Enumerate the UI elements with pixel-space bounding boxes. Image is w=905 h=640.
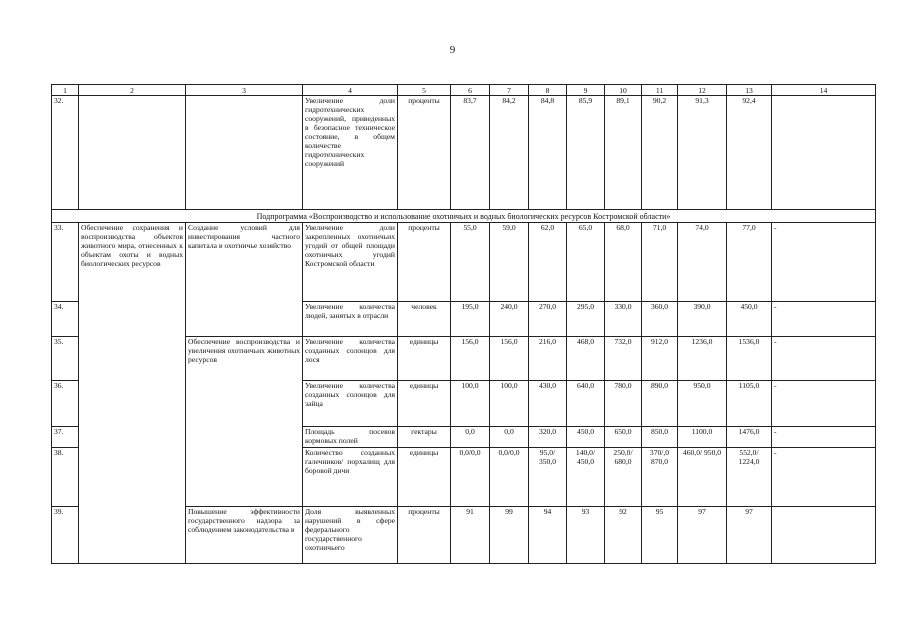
table-row: [52, 427, 876, 448]
subprogram-title: Подпрограмма «Воспроизводство и использование охотничьих и водных биологических ресурсов Костромской области»: [52, 210, 876, 223]
header-row: [52, 85, 876, 96]
value-cell: 95,0/ 350,0: [529, 448, 567, 507]
indicator-cell: Увеличение количества созданных солонцов для зайца: [303, 381, 398, 427]
goal-cell: [79, 427, 186, 448]
value-cell: 95: [642, 507, 678, 564]
row-number: 35.: [52, 337, 79, 381]
unit-cell: проценты: [398, 96, 451, 210]
header-cell: 3: [186, 85, 303, 96]
table-row: [52, 96, 876, 210]
value-cell: 330,0: [605, 302, 642, 337]
unit-cell: единицы: [398, 337, 451, 381]
table-row: [52, 302, 876, 337]
header-cell: 1: [52, 85, 79, 96]
value-cell: 59,0: [490, 223, 529, 302]
table-row: [52, 223, 876, 302]
note-cell: -: [772, 223, 876, 302]
value-cell: 640,0: [567, 381, 605, 427]
value-cell: 68,0: [605, 223, 642, 302]
indicator-cell: Площадь посевов кормовых полей: [303, 427, 398, 448]
value-cell: 0,0/0,0: [451, 448, 490, 507]
value-cell: 430,0: [529, 381, 567, 427]
header-cell: 13: [727, 85, 772, 96]
value-cell: 156,0: [490, 337, 529, 381]
value-cell: 0,0: [490, 427, 529, 448]
value-cell: 90,2: [642, 96, 678, 210]
value-cell: 912,0: [642, 337, 678, 381]
indicator-cell: Доля выявленных нарушений в сфере федерального государственного охотничьего: [303, 507, 398, 564]
task-cell: [186, 302, 303, 337]
value-cell: 74,0: [678, 223, 727, 302]
note-cell: -: [772, 302, 876, 337]
unit-cell: человек: [398, 302, 451, 337]
value-cell: 240,0: [490, 302, 529, 337]
table-row: [52, 381, 876, 427]
value-cell: 84,2: [490, 96, 529, 210]
note-cell: -: [772, 337, 876, 381]
goal-cell: [79, 337, 186, 381]
value-cell: 460,0/ 950,0: [678, 448, 727, 507]
header-cell: 4: [303, 85, 398, 96]
value-cell: 320,0: [529, 427, 567, 448]
value-cell: 65,0: [567, 223, 605, 302]
value-cell: 1536,0: [727, 337, 772, 381]
table-row: [52, 337, 876, 381]
row-number: 36.: [52, 381, 79, 427]
task-cell: Повышение эффективности государственного надзора за соблюдением законодательства в: [186, 507, 303, 564]
value-cell: 94: [529, 507, 567, 564]
task-cell: Создание условий для инвестирования частного капитала в охотничье хозяйство: [186, 223, 303, 302]
value-cell: 1476,0: [727, 427, 772, 448]
value-cell: 850,0: [642, 427, 678, 448]
value-cell: 780,0: [605, 381, 642, 427]
indicator-cell: Увеличение количества созданных солонцов для лося: [303, 337, 398, 381]
value-cell: 91,3: [678, 96, 727, 210]
value-cell: 97: [678, 507, 727, 564]
goal-cell: [79, 381, 186, 427]
value-cell: 55,0: [451, 223, 490, 302]
task-cell: [186, 427, 303, 448]
goal-cell: Обеспечение сохранения и воспроизводства объектов животного мира, отнесенных к объектам охоты и водных биологических ресурсов: [79, 223, 186, 302]
row-number: 33.: [52, 223, 79, 302]
value-cell: 71,0: [642, 223, 678, 302]
value-cell: 732,0: [605, 337, 642, 381]
indicators-table: [51, 84, 876, 564]
header-cell: 2: [79, 85, 186, 96]
note-cell: -: [772, 448, 876, 507]
header-cell: 10: [605, 85, 642, 96]
value-cell: 1236,0: [678, 337, 727, 381]
value-cell: 85,9: [567, 96, 605, 210]
value-cell: 100,0: [490, 381, 529, 427]
unit-cell: единицы: [398, 381, 451, 427]
table-row: [52, 507, 876, 564]
unit-cell: проценты: [398, 223, 451, 302]
task-cell: [186, 96, 303, 210]
value-cell: 360,0: [642, 302, 678, 337]
header-cell: 5: [398, 85, 451, 96]
indicator-cell: Увеличение количества людей, занятых в отрасли: [303, 302, 398, 337]
value-cell: 77,0: [727, 223, 772, 302]
value-cell: 93: [567, 507, 605, 564]
value-cell: 250,0/ 680,0: [605, 448, 642, 507]
row-number: 38.: [52, 448, 79, 507]
value-cell: 1105,0: [727, 381, 772, 427]
row-number: 37.: [52, 427, 79, 448]
value-cell: 140,0/ 450,0: [567, 448, 605, 507]
unit-cell: гектары: [398, 427, 451, 448]
value-cell: 0,0: [451, 427, 490, 448]
value-cell: 450,0: [567, 427, 605, 448]
task-cell: [186, 448, 303, 507]
value-cell: 890,0: [642, 381, 678, 427]
value-cell: 650,0: [605, 427, 642, 448]
value-cell: 62,0: [529, 223, 567, 302]
value-cell: 195,0: [451, 302, 490, 337]
header-cell: 7: [490, 85, 529, 96]
goal-cell: [79, 302, 186, 337]
unit-cell: проценты: [398, 507, 451, 564]
value-cell: 950,0: [678, 381, 727, 427]
page-number: 9: [449, 44, 456, 56]
value-cell: 370/,0 870,0: [642, 448, 678, 507]
note-cell: [772, 96, 876, 210]
subprogram-row: [52, 210, 876, 223]
header-cell: 11: [642, 85, 678, 96]
header-cell: 6: [451, 85, 490, 96]
value-cell: 92: [605, 507, 642, 564]
unit-cell: единицы: [398, 448, 451, 507]
value-cell: 390,0: [678, 302, 727, 337]
value-cell: 97: [727, 507, 772, 564]
row-number: 39.: [52, 507, 79, 564]
indicator-cell: Увеличение доли гидротехнических сооружений, приведенных в безопасное техническое состояние, в общем количестве гидротехнических сооружений: [303, 96, 398, 210]
note-cell: [772, 507, 876, 564]
value-cell: 450,0: [727, 302, 772, 337]
table-row: [52, 448, 876, 507]
value-cell: 89,1: [605, 96, 642, 210]
value-cell: 84,8: [529, 96, 567, 210]
indicator-cell: Количество созданных галечников/ порхалищ для боровой дичи: [303, 448, 398, 507]
task-cell: [186, 381, 303, 427]
value-cell: 99: [490, 507, 529, 564]
value-cell: 216,0: [529, 337, 567, 381]
row-number: 34.: [52, 302, 79, 337]
value-cell: 100,0: [451, 381, 490, 427]
header-cell: 14: [772, 85, 876, 96]
indicator-cell: Увеличение доли закрепленных охотничьих угодий от общей площади охотничьих угодий Костромской области: [303, 223, 398, 302]
task-cell: Обеспечение воспроизводства и увеличения охотничьих животных ресурсов: [186, 337, 303, 381]
header-cell: 8: [529, 85, 567, 96]
note-cell: -: [772, 427, 876, 448]
header-cell: 12: [678, 85, 727, 96]
goal-cell: [79, 448, 186, 507]
goal-cell: [79, 507, 186, 564]
value-cell: 83,7: [451, 96, 490, 210]
value-cell: 91: [451, 507, 490, 564]
goal-cell: [79, 96, 186, 210]
value-cell: 0,0/0,0: [490, 448, 529, 507]
value-cell: 1100,0: [678, 427, 727, 448]
row-number: 32.: [52, 96, 79, 210]
value-cell: 295,0: [567, 302, 605, 337]
value-cell: 156,0: [451, 337, 490, 381]
note-cell: -: [772, 381, 876, 427]
value-cell: 468,0: [567, 337, 605, 381]
value-cell: 552,0/ 1224,0: [727, 448, 772, 507]
value-cell: 270,0: [529, 302, 567, 337]
value-cell: 92,4: [727, 96, 772, 210]
header-cell: 9: [567, 85, 605, 96]
